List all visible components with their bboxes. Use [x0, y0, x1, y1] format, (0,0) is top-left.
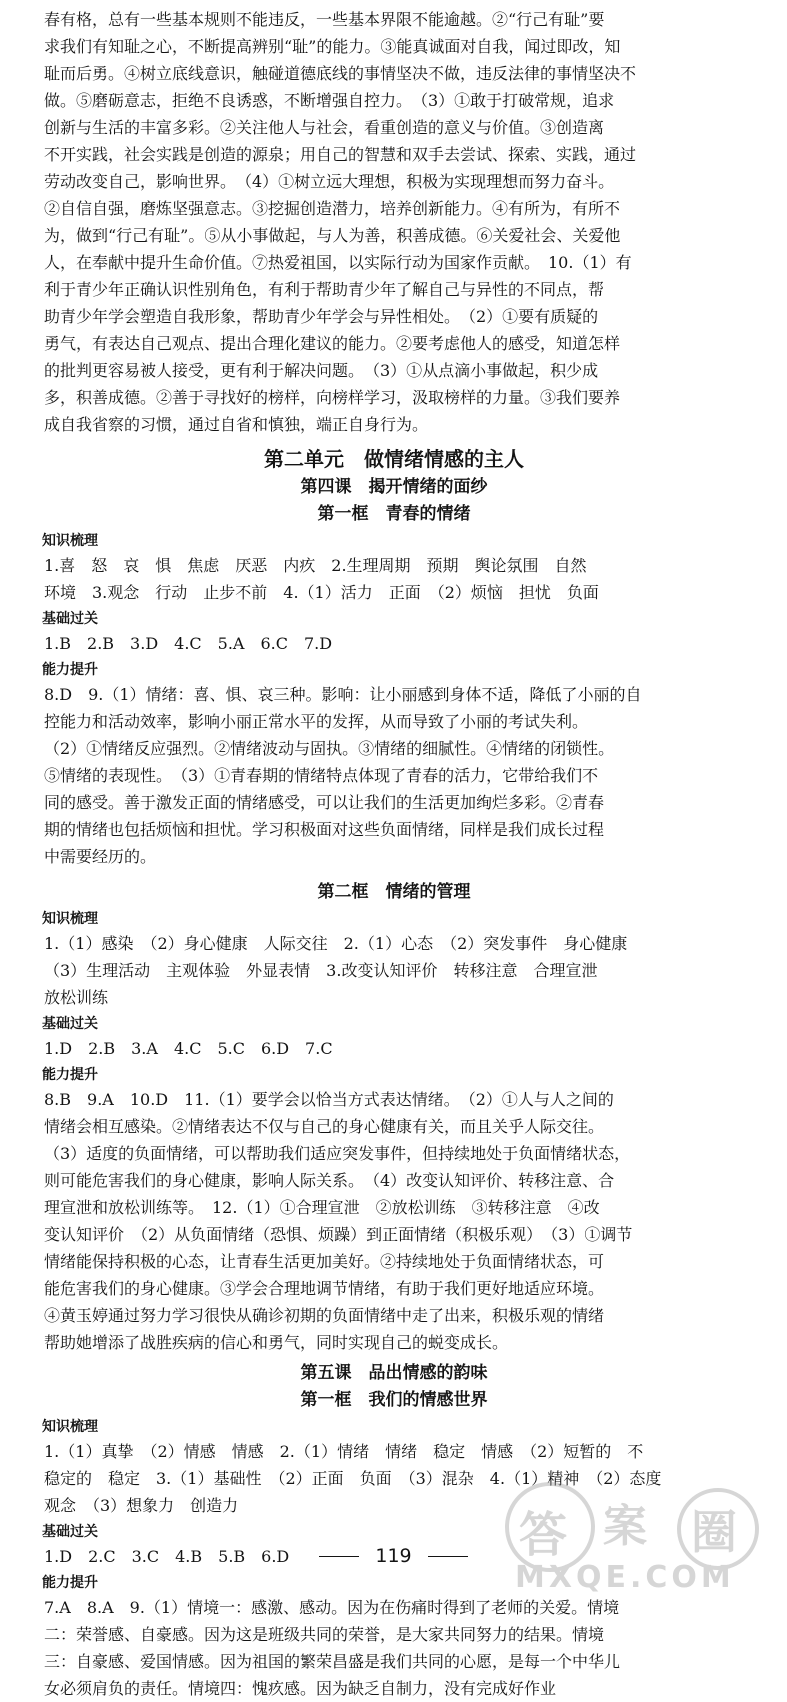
section-label: 知识梳理 [42, 1419, 98, 1435]
section-label: 基础过关 [42, 611, 98, 627]
frame-title: 第一框 青春的情绪 [317, 504, 471, 524]
watermark-logo [505, 1482, 775, 1595]
text-line: 情绪能保持积极的心态，让青春生活更加美好。②持续地处于负面情绪状态，可 [44, 1252, 605, 1271]
section-label: 基础过关 [42, 1016, 98, 1032]
page-footer [0, 1544, 787, 1568]
text-line: 情绪会相互感染。②情绪表达不仅与自己的身心健康有关，而且关乎人际交往。 [44, 1117, 605, 1136]
footer-dash [428, 1556, 468, 1557]
watermark-glyph: 答 [519, 1507, 568, 1563]
text-line: 中需要经历的。 [44, 847, 157, 866]
text-line: 利于青少年正确认识性别角色，有利于帮助青少年了解自己与异性的不同点，帮 [44, 280, 605, 299]
text-line: 女必须肩负的责任。情境四：愧疚感。因为缺乏自制力，没有完成好作业 [44, 1679, 557, 1698]
section-label: 能力提升 [42, 1067, 98, 1083]
text-line: 放松训练 [44, 988, 109, 1007]
text-line: 帮助她增添了战胜疾病的信心和勇气，同时实现自己的蜕变成长。 [44, 1333, 509, 1352]
text-line: 能危害我们的身心健康。③学会合理地调节情绪，有助于我们更好地适应环境。 [44, 1279, 605, 1298]
text-line: （2）①情绪反应强烈。②情绪波动与固执。③情绪的细腻性。④情绪的闭锁性。 [44, 739, 615, 758]
text-line: 不开实践，社会实践是创造的源泉；用自己的智慧和双手去尝试、探索、实践，通过 [44, 145, 637, 164]
watermark-site: MXQE.COM [515, 1560, 735, 1595]
frame-title: 第二框 情绪的管理 [317, 882, 471, 902]
text-line: （3）生理活动 主观体验 外显表情 3.改变认知评价 转移注意 合理宣泄 [44, 961, 598, 980]
section-label: 知识梳理 [42, 533, 98, 549]
frame-title: 第一框 我们的情感世界 [300, 1390, 488, 1410]
text-line: 为，做到“行己有耻”。⑤从小事做起，与人为善，积善成德。⑥关爱社会、关爱他 [44, 226, 621, 245]
intro-paragraph [44, 6, 744, 438]
text-line: ②自信自强，磨炼坚强意志。③挖掘创造潜力，培养创新能力。④有所为，有所不 [44, 199, 621, 218]
answer-line: 1.D 2.C 3.C 4.B 5.B 6.D [44, 1547, 290, 1566]
section-label: 能力提升 [42, 1575, 98, 1591]
text-line: 7.A 8.A 9.（1）情境一：感激、感动。因为在伤痛时得到了老师的关爱。情境 [44, 1598, 620, 1617]
answer-line: 1.B 2.B 3.D 4.C 5.A 6.C 7.D [44, 634, 333, 653]
text-line: 环境 3.观念 行动 止步不前 4.（1）活力 正面 （2）烦恼 担忧 负面 [44, 583, 599, 602]
text-line: 1.（1）真挚 （2）情感 情感 2.（1）情绪 情绪 稳定 情感 （2）短暂的 不 [44, 1442, 644, 1461]
text-line: 观念 （3）想象力 创造力 [44, 1496, 239, 1515]
text-line: 三：自豪感、爱国情感。因为祖国的繁荣昌盛是我们共同的心愿，是每一个中华儿 [44, 1652, 621, 1671]
text-line: 成自我省察的习惯，通过自省和慎独，端正自身行为。 [44, 415, 429, 434]
text-line: 劳动改变自己，影响世界。 （4）①树立远大理想，积极为实现理想而努力奋斗。 [44, 172, 615, 191]
text-line: 人，在奉献中提升生命价值。⑦热爱祖国，以实际行动为国家作贡献。 10.（1）有 [44, 253, 632, 272]
lesson-title: 第五课 品出情感的韵味 [300, 1363, 488, 1383]
text-line: 1.（1）感染 （2）身心健康 人际交往 2.（1）心态 （2）突发事件 身心健康 [44, 934, 628, 953]
text-line: 理宣泄和放松训练等。 12.（1）①合理宣泄 ②放松训练 ③转移注意 ④改 [44, 1198, 600, 1217]
text-line: 做。⑤磨砺意志，拒绝不良诱惑，不断增强自控力。 （3）①敢于打破常规，追求 [44, 91, 615, 110]
text-line: 多，积善成德。②善于寻找好的榜样，向榜样学习，汲取榜样的力量。③我们要养 [44, 388, 621, 407]
text-line: 8.B 9.A 10.D 11.（1）要学会以恰当方式表达情绪。 （2）①人与人之间的 [44, 1090, 614, 1109]
text-line: 求我们有知耻之心，不断提高辨别“耻”的能力。③能真诚面对自我，闻过即改，知 [44, 37, 621, 56]
text-line: 8.D 9.（1）情绪：喜、惧、哀三种。影响：让小丽感到身体不适，降低了小丽的自 [44, 685, 642, 704]
text-line: 期的情绪也包括烦恼和担忧。学习积极面对这些负面情绪，同样是我们成长过程 [44, 820, 605, 839]
text-line: 则可能危害我们的身心健康，影响人际关系。 （4）改变认知评价、转移注意、合 [44, 1171, 615, 1190]
text-line: 助青少年学会塑造自我形象，帮助青少年学会与异性相处。 （2）①要有质疑的 [44, 307, 599, 326]
text-line: 勇气，有表达自己观点、提出合理化建议的能力。②要考虑他人的感受，知道怎样 [44, 334, 621, 353]
lesson-title: 第四课 揭开情绪的面纱 [300, 477, 488, 497]
section-label: 知识梳理 [42, 911, 98, 927]
text-line: 控能力和活动效率，影响小丽正常水平的发挥，从而导致了小丽的考试失利。 [44, 712, 589, 731]
footer-dash [319, 1556, 359, 1557]
text-line: 耻而后勇。④树立底线意识，触碰道德底线的事情坚决不做，违反法律的事情坚决不 [44, 64, 637, 83]
page-number: 119 [375, 1545, 412, 1567]
text-line: 同的感受。善于激发正面的情绪感受，可以让我们的生活更加绚烂多彩。②青春 [44, 793, 605, 812]
text-line: 的批判更容易被人接受，更有利于解决问题。 （3）①从点滴小事做起，积少成 [44, 361, 599, 380]
watermark-glyph: 案 [603, 1501, 647, 1552]
answer-page [44, 6, 744, 1702]
watermark-glyph: 圈 [691, 1505, 737, 1559]
text-line: 变认知评价 （2）从负面情绪（恐惧、烦躁）到正面情绪（积极乐观） （3）①调节 [44, 1225, 633, 1244]
text-line: 春有格，总有一些基本规则不能违反，一些基本界限不能逾越。②“行己有耻”要 [44, 10, 605, 29]
unit-title: 第二单元 做情绪情感的主人 [264, 447, 524, 471]
answer-line: 1.D 2.B 3.A 4.C 5.C 6.D 7.C [44, 1039, 333, 1058]
text-line: 稳定的 稳定 3.（1）基础性 （2）正面 负面 （3）混杂 4.（1）精神 （2）态度 [44, 1469, 662, 1488]
text-line: 创新与生活的丰富多彩。②关注他人与社会，看重创造的意义与价值。③创造离 [44, 118, 605, 137]
section-label: 能力提升 [42, 662, 98, 678]
text-line: ⑤情绪的表现性。 （3）①青春期的情绪特点体现了青春的活力，它带给我们不 [44, 766, 599, 785]
text-line: 1.喜 怒 哀 惧 焦虑 厌恶 内疚 2.生理周期 预期 舆论氛围 自然 [44, 556, 587, 575]
text-line: ④黄玉婷通过努力学习很快从确诊初期的负面情绪中走了出来，积极乐观的情绪 [44, 1306, 605, 1325]
text-line: 二：荣誉感、自豪感。因为这是班级共同的荣誉，是大家共同努力的结果。情境 [44, 1625, 605, 1644]
section-label: 基础过关 [42, 1524, 98, 1540]
text-line: （3）适度的负面情绪，可以帮助我们适应突发事件，但持续地处于负面情绪状态， [44, 1144, 631, 1163]
